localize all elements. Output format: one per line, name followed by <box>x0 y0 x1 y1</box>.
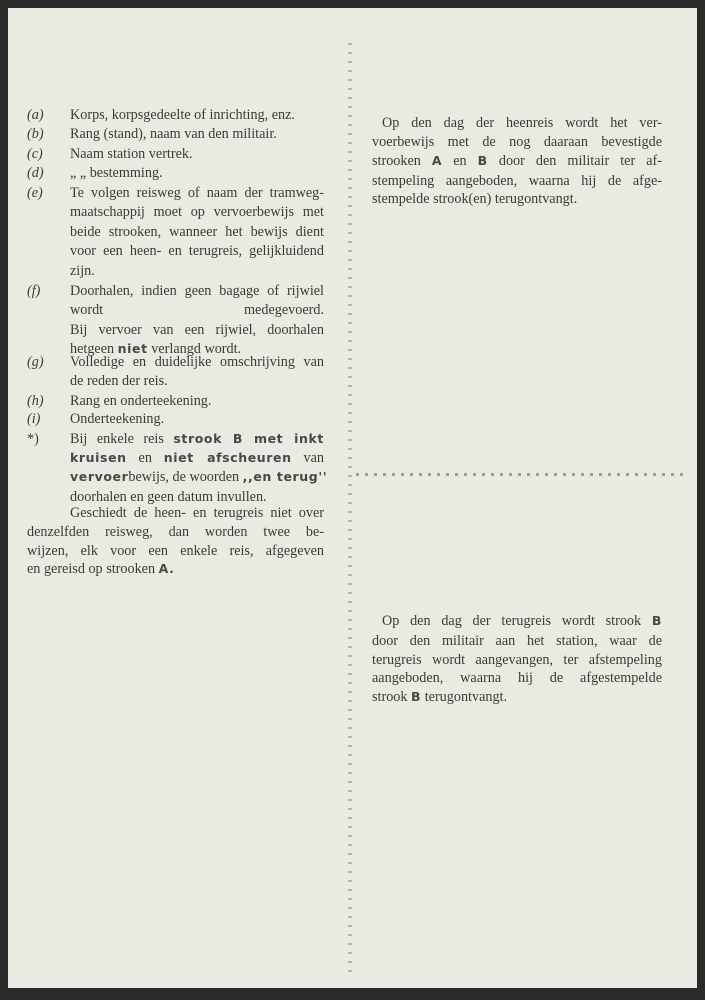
footnote-line <box>70 410 164 428</box>
text: van <box>291 450 324 466</box>
bold-text: A. <box>158 561 175 576</box>
footnote-line <box>70 282 324 300</box>
footnote-line <box>70 468 328 486</box>
text: hetgeen <box>70 341 118 357</box>
text: Geschiedt de heen- en terugreis niet over <box>70 505 324 521</box>
note-line <box>27 542 324 560</box>
text: Te volgen reisweg of naam der tramweg- <box>70 185 324 201</box>
text: door den militair ter af- <box>487 153 662 169</box>
text: Bij vervoer van een rijwiel, doorhalen <box>70 322 324 338</box>
text: Bij enkele reis <box>70 431 174 447</box>
vertical-perforation <box>348 43 352 973</box>
bold-text: B <box>411 689 422 704</box>
text: de reden der reis. <box>70 373 168 389</box>
footnote-label: (a) <box>27 107 44 123</box>
text: en gereisd op strooken <box>27 561 159 577</box>
text: door den militair aan het station, waar de <box>372 633 662 649</box>
note-line <box>70 504 324 522</box>
bold-text: ,,en terug'' <box>242 469 328 484</box>
footnote-line <box>70 353 324 371</box>
footnote-line <box>70 164 163 182</box>
text: zijn. <box>70 263 95 279</box>
footnote-line <box>70 430 324 448</box>
footnote-line <box>70 223 324 241</box>
footnote-line <box>70 203 324 221</box>
document-page <box>8 8 697 988</box>
bold-text: niet <box>117 341 148 356</box>
outbound-instruction-line <box>372 152 662 170</box>
text: Rang (stand), naam van den militair. <box>70 126 277 142</box>
footnote-line <box>70 392 211 410</box>
footnote-label: *) <box>27 431 39 447</box>
outbound-instruction-line <box>382 114 662 132</box>
text: Op den dag der heenreis wordt het ver- <box>382 115 662 131</box>
outbound-instruction-line <box>372 133 662 151</box>
footnote-label: (d) <box>27 165 44 181</box>
bold-text: kruisen <box>70 450 127 465</box>
text: wordt medegevoerd. <box>70 302 324 318</box>
text: Onderteekening. <box>70 411 165 427</box>
return-instruction-line <box>372 632 662 650</box>
text: terugreis wordt aangevangen, ter afstempeling <box>372 652 662 668</box>
text: Volledige en duidelijke omschrijving van <box>70 354 324 370</box>
footnote-label: (i) <box>27 411 41 427</box>
text: maatschappij moet op vervoerbewijs met <box>70 204 324 220</box>
text: strook <box>372 689 412 705</box>
text: voor een heen- en terugreis, gelijkluidend <box>70 243 324 259</box>
text: Op den dag der terugreis wordt strook <box>382 613 652 629</box>
bold-text: strook B met inkt <box>173 431 324 446</box>
text: Korps, korpsgedeelte of inrichting, enz. <box>70 107 295 123</box>
outbound-instruction-line <box>372 172 662 190</box>
text: strooken <box>372 153 432 169</box>
text: stempelde strook(en) terugontvangt. <box>372 191 578 207</box>
bold-text: vervoer <box>70 469 129 484</box>
footnote-line <box>70 184 324 202</box>
text: stempeling aangeboden, waarna hij de afge- <box>372 173 662 189</box>
return-instruction-line <box>382 612 662 630</box>
note-line <box>27 523 324 541</box>
footnote-line <box>70 449 324 467</box>
text: denzelfden reisweg, dan worden twee be- <box>27 524 324 540</box>
text: en <box>442 153 478 169</box>
text: doorhalen en geen datum invullen. <box>70 489 267 505</box>
text: Rang en onderteekening. <box>70 393 212 409</box>
return-instruction-line <box>372 669 662 687</box>
text: verlangd wordt. <box>147 341 242 357</box>
text: „ „ bestemming. <box>70 165 163 181</box>
footnote-label: (c) <box>27 146 43 162</box>
footnote-line <box>70 301 324 319</box>
text: Doorhalen, indien geen bagage of rijwiel <box>70 283 324 299</box>
bold-text: niet afscheuren <box>163 450 292 465</box>
text: bewijs, de woorden <box>128 469 243 485</box>
text: en <box>126 450 164 466</box>
footnote-line <box>70 321 324 339</box>
text: wijzen, elk voor een enkele reis, afgegeven <box>27 543 324 559</box>
footnote-label: (h) <box>27 393 44 409</box>
bold-text: B <box>651 613 662 628</box>
bold-text: B <box>477 153 488 168</box>
footnote-line <box>70 125 277 143</box>
text: terugontvangt. <box>421 689 508 705</box>
text: aangeboden, waarna hij de afgestempelde <box>372 670 662 686</box>
text: beide strooken, wanneer het bewijs dient <box>70 224 324 240</box>
text: voerbewijs met de nog daaraan bevestigde <box>372 134 662 150</box>
outbound-instruction-line <box>372 190 577 208</box>
footnote-label: (e) <box>27 185 43 201</box>
text: Naam station vertrek. <box>70 146 193 162</box>
footnote-line <box>70 372 168 390</box>
return-instruction-line <box>372 688 507 706</box>
footnote-line <box>70 262 95 280</box>
footnote-label: (g) <box>27 354 44 370</box>
bold-text: A <box>431 153 443 168</box>
footnote-line <box>70 106 295 124</box>
note-line <box>27 560 174 578</box>
footnote-label: (b) <box>27 126 44 142</box>
horizontal-perforation <box>356 473 686 476</box>
return-instruction-line <box>372 651 662 669</box>
footnote-label: (f) <box>27 283 41 299</box>
footnote-line <box>70 242 324 260</box>
footnote-line <box>70 145 193 163</box>
